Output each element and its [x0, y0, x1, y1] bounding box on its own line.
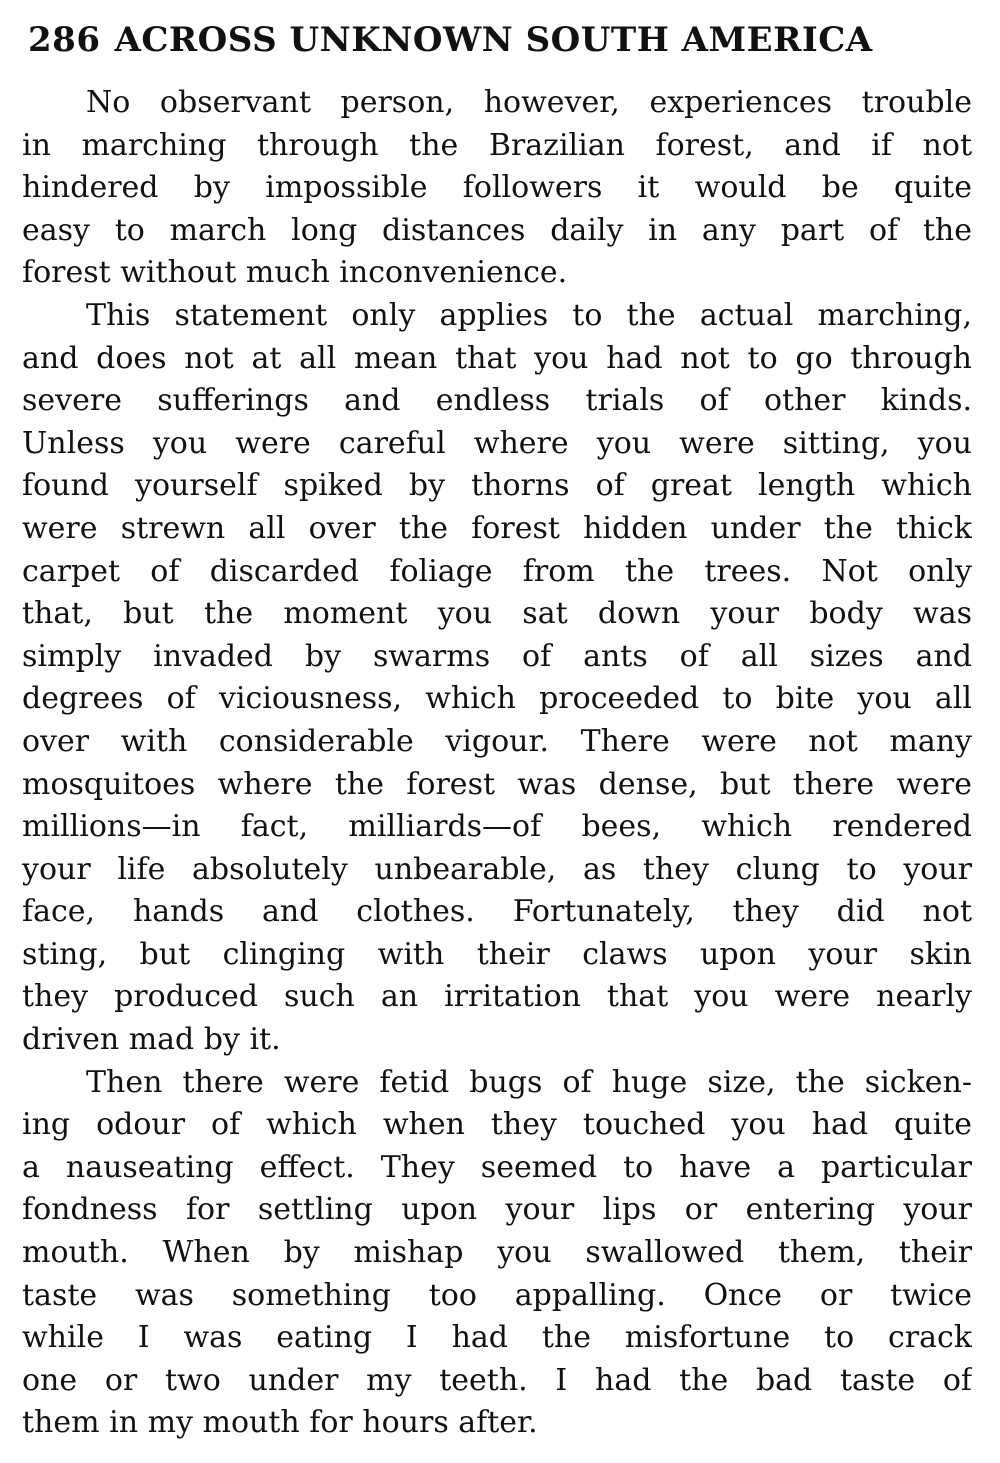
text-line: one or two under my teeth. I had the bad taste of: [22, 1362, 972, 1398]
text-line: Unless you were careful where you were sitting, you: [22, 425, 972, 461]
text-line: No observant person, however, experiences trouble: [86, 85, 972, 120]
text-line: and does not at all mean that you had not to go through: [22, 340, 972, 376]
text-line: severe sufferings and endless trials of other kinds.: [22, 383, 972, 419]
text-line: your life absolutely unbearable, as they clung to your: [22, 851, 972, 887]
text-line: that, but the moment you sat down your body was: [22, 596, 972, 632]
page-number: 286: [28, 20, 101, 60]
text-line: degrees of viciousness, which proceeded to bite you all: [22, 681, 972, 717]
text-line: carpet of discarded foliage from the trees. Not only: [22, 553, 972, 589]
running-title: ACROSS UNKNOWN SOUTH AMERICA: [114, 20, 873, 60]
text-line: driven mad by it.: [22, 1022, 281, 1058]
text-line: mouth. When by mishap you swallowed them, their: [22, 1235, 972, 1271]
paragraph-1: [22, 82, 972, 295]
running-head: [28, 18, 978, 62]
text-line: found yourself spiked by thorns of great length which: [22, 468, 972, 504]
text-line: fondness for settling upon your lips or entering your: [22, 1192, 972, 1228]
text-line: face, hands and clothes. Fortunately, they did not: [22, 894, 972, 930]
text-line: simply invaded by swarms of ants of all sizes and: [22, 638, 972, 674]
text-line: were strewn all over the forest hidden under the thick: [22, 510, 972, 546]
text-line: over with considerable vigour. There were not many: [22, 723, 972, 759]
text-line: hindered by impossible followers it would be quite: [22, 170, 972, 206]
body-text: [22, 82, 972, 1445]
text-line: taste was something too appalling. Once or twice: [22, 1277, 972, 1313]
text-line: Then there were fetid bugs of huge size, the sicken-: [86, 1064, 972, 1100]
text-line: easy to march long distances daily in any part of the: [22, 212, 972, 248]
paragraph-3: [22, 1062, 972, 1445]
text-line: in marching through the Brazilian forest, and if not: [22, 127, 972, 163]
text-line: a nauseating effect. They seemed to have a particular: [22, 1149, 972, 1185]
text-line: This statement only applies to the actual marching,: [86, 297, 972, 333]
text-line: mosquitoes where the forest was dense, but there were: [22, 766, 972, 802]
text-line: millions—in fact, milliards—of bees, which rendered: [22, 809, 972, 845]
text-line: forest without much inconvenience.: [22, 255, 568, 291]
text-line: ing odour of which when they touched you had quite: [22, 1107, 972, 1143]
paragraph-2: [22, 295, 972, 1062]
text-line: they produced such an irritation that you were nearly: [22, 979, 972, 1015]
text-line: sting, but clinging with their claws upon your skin: [22, 936, 972, 972]
text-line: while I was eating I had the misfortune to crack: [22, 1320, 972, 1356]
text-line: them in my mouth for hours after.: [22, 1405, 538, 1441]
